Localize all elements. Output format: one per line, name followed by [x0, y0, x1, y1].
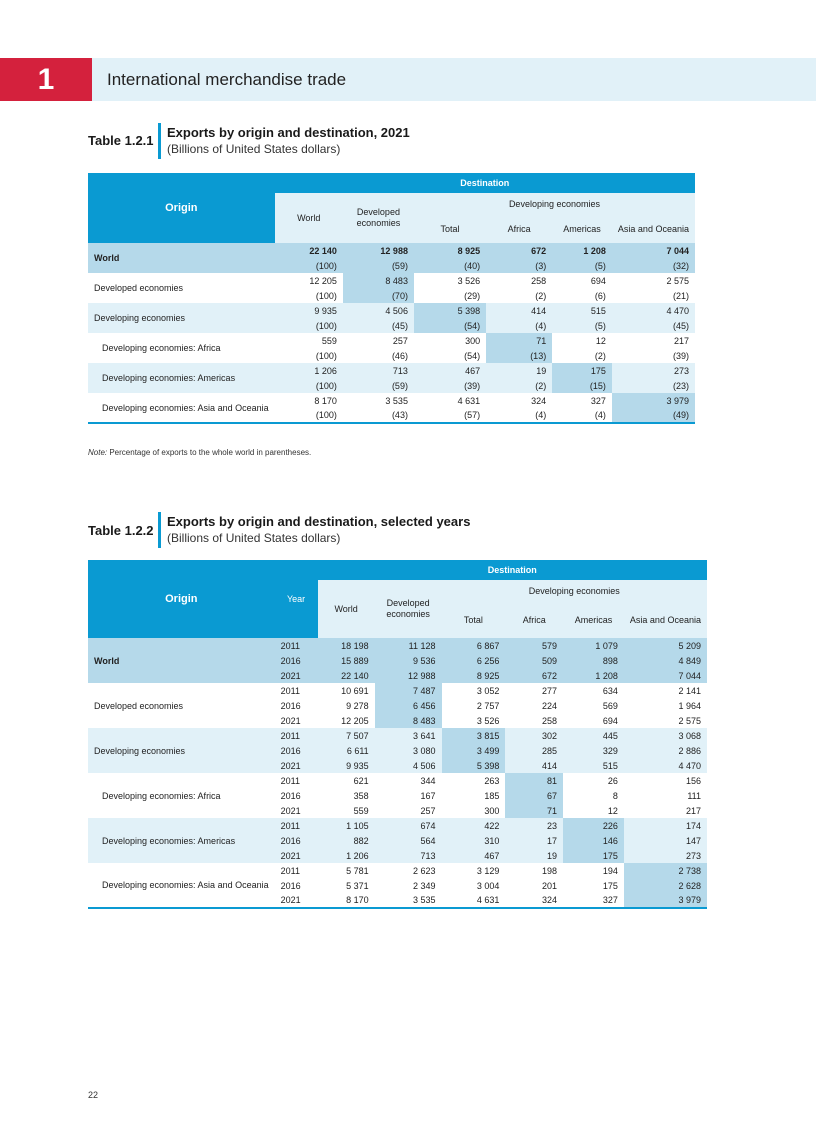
table-2-destination-header: Destination: [318, 560, 707, 580]
table-1-cell-percent: (2): [486, 378, 552, 393]
table-2-cell-value: 273: [624, 848, 707, 863]
table-2-cell-value: 1 208: [563, 668, 624, 683]
table-1-subtitle: (Billions of United States dollars): [167, 142, 341, 156]
table-2-cell-value: 414: [505, 758, 563, 773]
table-1-cell-value: 3 979: [612, 393, 695, 408]
table-2-cell-value: 2 886: [624, 743, 707, 758]
table-1-cell-value: 672: [486, 243, 552, 258]
table-2-cell-value: 344: [420, 775, 436, 786]
table-1-cell-percent: (59): [343, 378, 414, 393]
table-1-cell-value: 467: [414, 363, 486, 378]
table-1-note: Note: Percentage of exports to the whole world in parentheses.: [88, 448, 312, 457]
table-1-asia-header: Asia and Oceania: [612, 215, 695, 243]
table-2-cell-value: 445: [563, 728, 624, 743]
table-2-cell-value: 3 080: [375, 743, 442, 758]
table-1-cell-value: 4 470: [612, 303, 695, 318]
table-2-cell-value: 167: [420, 790, 436, 801]
table-2-cell-value: 201: [542, 880, 558, 891]
table-1-destination-header: Destination: [275, 173, 695, 193]
table-1-total-header: Total: [414, 215, 486, 243]
table-1-row-label: Developing economies: Africa: [102, 343, 221, 353]
table-2-cell-value: 81: [505, 773, 563, 788]
table-1-cell-value: 175: [552, 363, 612, 378]
table-2-year-header: Year: [275, 560, 318, 638]
table-2-cell-value: 111: [687, 790, 701, 801]
table-2-cell-value: 634: [602, 685, 618, 696]
table-2-year-cell: 2011: [275, 818, 318, 833]
table-2-cell-value: 198: [542, 865, 558, 876]
table-1-cell-percent: (23): [612, 378, 695, 393]
table-2-cell-value: 6 256: [442, 653, 506, 668]
table-1-cell-value: 4 506: [343, 303, 414, 318]
table-1-cell-percent: (3): [486, 258, 552, 273]
table-2-developed-header: Developed economies: [375, 580, 442, 638]
table-2-cell-value: 564: [375, 833, 442, 848]
table-1-cell-percent: (32): [612, 258, 695, 273]
table-2-cell-value: 285: [505, 743, 563, 758]
table-2-cell-value: 9 278: [346, 700, 369, 711]
table-1-cell-value: 5 398: [414, 303, 486, 318]
table-1-cell-percent: (54): [414, 318, 486, 333]
table-2-cell-value: 1 964: [678, 700, 701, 711]
table-2-americas-header: Americas: [563, 602, 624, 638]
table-2-cell-value: 3 526: [476, 715, 500, 726]
table-1-cell-percent: (29): [464, 290, 481, 301]
table-2-cell-value: 621: [353, 775, 369, 786]
table-2-cell-value: 22 140: [318, 668, 375, 683]
table-1-cell-percent: (13): [486, 348, 552, 363]
table-1-row-label: Developing economies: [88, 303, 275, 333]
table-2-cell-value: 1 105: [318, 818, 375, 833]
table-2-row-label: Developing economies: Asia and Oceania: [88, 863, 275, 908]
table-1-cell-value: 2 575: [666, 275, 689, 286]
table-2-cell-value: 8 483: [375, 713, 442, 728]
table-1-cell-percent: (100): [275, 258, 343, 273]
table-2-cell-value: 713: [375, 848, 442, 863]
table-2-cell-value: 6 456: [375, 698, 442, 713]
table-2-cell-value: 3 068: [624, 728, 707, 743]
table-2-cell-value: 71: [505, 803, 563, 818]
table-2-cell-value: 2 623: [412, 865, 436, 876]
table-2-cell-value: 3 815: [442, 728, 506, 743]
table-2-cell-value: 422: [442, 818, 506, 833]
table-1-cell-value: 713: [343, 363, 414, 378]
table-1-cell-percent: (100): [275, 408, 343, 423]
table-2-cell-value: 12: [607, 805, 618, 816]
table-1-cell-value: 4 631: [457, 395, 481, 406]
table-1-cell-value: 12 988: [343, 243, 414, 258]
table-2-cell-value: 277: [542, 685, 558, 696]
table-1: [88, 173, 695, 424]
table-2-year-cell: 2011: [280, 865, 300, 876]
table-2-cell-value: 300: [484, 805, 500, 816]
table-2-cell-value: 4 506: [375, 758, 442, 773]
table-1-cell-percent: (100): [275, 378, 343, 393]
table-2-cell-value: 146: [563, 833, 624, 848]
table-2-cell-value: 1 079: [563, 638, 624, 653]
table-1-cell-percent: (40): [414, 258, 486, 273]
table-2-row-label: Developing economies: [88, 728, 275, 773]
table-2-year-cell: 2021: [275, 758, 318, 773]
table-2-cell-value: 2 141: [678, 685, 701, 696]
table-1-cell-value: 694: [590, 275, 606, 286]
table-2-cell-value: 3 979: [624, 893, 707, 908]
table-1-cell-percent: (54): [464, 350, 481, 361]
table-1-cell-percent: (57): [414, 408, 486, 423]
table-2-cell-value: 569: [602, 700, 618, 711]
table-2-cell-value: 224: [542, 700, 558, 711]
table-2-year-cell: 2021: [280, 715, 301, 726]
table-2-subtitle: (Billions of United States dollars): [167, 531, 341, 545]
table-1-cell-percent: (45): [612, 318, 695, 333]
table-2-cell-value: 11 128: [375, 638, 442, 653]
table-1-cell-value: 257: [392, 335, 408, 346]
table-1-cell-value: 9 935: [275, 303, 343, 318]
table-1-cell-value: 324: [531, 395, 547, 406]
table-1-cell-percent: (4): [552, 408, 612, 423]
table-2-cell-value: 515: [563, 758, 624, 773]
table-2-cell-value: 579: [505, 638, 563, 653]
table-1-cell-percent: (45): [343, 318, 414, 333]
table-2-asia-header: Asia and Oceania: [624, 602, 707, 638]
table-1-cell-value: 12 205: [309, 275, 337, 286]
table-2-cell-value: 3 641: [375, 728, 442, 743]
table-1-cell-value: 258: [531, 275, 547, 286]
table-2-cell-value: 217: [685, 805, 701, 816]
table-2-cell-value: 263: [484, 775, 500, 786]
table-2-cell-value: 2 757: [476, 700, 500, 711]
table-2-cell-value: 194: [602, 865, 618, 876]
table-1-cell-percent: (100): [315, 290, 337, 301]
table-2-year-cell: 2011: [280, 775, 300, 786]
table-1-cell-value: 3 526: [457, 275, 481, 286]
table-1-cell-percent: (100): [275, 318, 343, 333]
table-2-year-cell: 2016: [275, 743, 318, 758]
table-2-year-cell: 2016: [280, 790, 301, 801]
table-2-cell-value: 467: [442, 848, 506, 863]
table-2-cell-value: 4 631: [442, 893, 506, 908]
table-1-cell-percent: (39): [672, 350, 689, 361]
table-1-developed-header: Developed economies: [343, 193, 414, 243]
table-1-row-label: Developing economies: Asia and Oceania: [88, 393, 275, 423]
table-2-cell-value: 67: [505, 788, 563, 803]
table-2-cell-value: 2 349: [412, 880, 436, 891]
table-2-year-cell: 2021: [275, 668, 318, 683]
table-2-cell-value: 694: [602, 715, 618, 726]
table-1-cell-value: 1 208: [552, 243, 612, 258]
table-1-cell-value: 300: [465, 335, 481, 346]
table-2-cell-value: 226: [563, 818, 624, 833]
table-1-cell-percent: (2): [535, 290, 547, 301]
table-2-cell-value: 358: [353, 790, 369, 801]
table-1-cell-percent: (6): [594, 290, 606, 301]
table-1-cell-percent: (5): [552, 318, 612, 333]
table-1-cell-percent: (2): [594, 350, 606, 361]
table-1-row-label: Developed economies: [94, 283, 184, 293]
table-2-cell-value: 1 206: [318, 848, 375, 863]
table-2-cell-value: 898: [563, 653, 624, 668]
table-1-cell-value: 3 535: [385, 395, 408, 406]
table-2-world-header: World: [318, 580, 375, 638]
table-2-year-cell: 2016: [275, 653, 318, 668]
table-1-cell-value: 515: [552, 303, 612, 318]
table-2-cell-value: 2 738: [624, 863, 707, 878]
table-1-row-label: World: [88, 243, 275, 273]
table-2: [88, 560, 707, 909]
table-1-cell-value: 1 206: [275, 363, 343, 378]
table-2-cell-value: 2 575: [678, 715, 701, 726]
table-1-cell-value: 414: [486, 303, 552, 318]
table-2-cell-value: 17: [505, 833, 563, 848]
table-1-cell-value: 559: [321, 335, 337, 346]
table-2-cell-value: 7 487: [375, 683, 442, 698]
table-1-label: Table 1.2.1: [88, 133, 154, 148]
chapter-title: International merchandise trade: [107, 70, 347, 89]
table-2-cell-value: 3 129: [476, 865, 500, 876]
table-1-cell-value: 217: [673, 335, 689, 346]
table-2-cell-value: 12 988: [375, 668, 442, 683]
table-1-cell-percent: (39): [414, 378, 486, 393]
table-1-cell-percent: (15): [552, 378, 612, 393]
table-1-cell-percent: (21): [672, 290, 689, 301]
table-2-cell-value: 258: [542, 715, 558, 726]
table-2-cell-value: 8 925: [442, 668, 506, 683]
table-2-cell-value: 18 198: [318, 638, 375, 653]
table-2-cell-value: 5 209: [624, 638, 707, 653]
table-1-cell-value: 8 483: [343, 273, 414, 288]
table-2-year-cell: 2021: [280, 805, 301, 816]
table-2-label: Table 1.2.2: [88, 523, 154, 538]
table-1-americas-header: Americas: [552, 215, 612, 243]
table-2-cell-value: 7 507: [318, 728, 375, 743]
table-1-cell-value: 22 140: [275, 243, 343, 258]
table-2-cell-value: 559: [353, 805, 369, 816]
table-2-cell-value: 6 611: [318, 743, 375, 758]
table-2-year-cell: 2016: [280, 700, 301, 711]
table-2-year-cell: 2021: [275, 848, 318, 863]
table-2-row-label: Developing economies: Americas: [88, 818, 275, 863]
table-2-developing-header: Developing economies: [442, 580, 707, 602]
page-number: 22: [88, 1090, 99, 1100]
table-2-year-cell: 2011: [275, 728, 318, 743]
table-1-developing-header: Developing economies: [414, 193, 695, 215]
table-2-year-cell: 2016: [275, 833, 318, 848]
table-2-cell-value: 882: [318, 833, 375, 848]
table-1-cell-percent: (100): [315, 350, 337, 361]
table-2-cell-value: 3 004: [476, 880, 500, 891]
table-2-cell-value: 674: [375, 818, 442, 833]
table-2-cell-value: 15 889: [318, 653, 375, 668]
table-2-cell-value: 23: [505, 818, 563, 833]
table-2-row-label: Developing economies: Africa: [102, 790, 221, 801]
table-2-cell-value: 8: [612, 790, 618, 801]
table-2-cell-value: 2 628: [624, 878, 707, 893]
table-1-origin-header: Origin: [88, 173, 275, 243]
table-2-cell-value: 8 170: [318, 893, 375, 908]
table-2-cell-value: 4 849: [624, 653, 707, 668]
table-2-cell-value: 257: [420, 805, 436, 816]
table-2-cell-value: 5 781: [346, 865, 369, 876]
table-2-row-label: World: [88, 638, 275, 683]
table-1-title-bar: [158, 123, 161, 159]
table-2-cell-value: 174: [624, 818, 707, 833]
table-1-cell-percent: (49): [612, 408, 695, 423]
table-2-cell-value: 672: [505, 668, 563, 683]
table-1-cell-percent: (59): [343, 258, 414, 273]
table-1-cell-value: 327: [590, 395, 606, 406]
table-1-cell-value: 8 925: [414, 243, 486, 258]
table-1-cell-percent: (4): [486, 318, 552, 333]
table-2-cell-value: 175: [563, 848, 624, 863]
table-2-cell-value: 147: [624, 833, 707, 848]
table-2-cell-value: 5 398: [442, 758, 506, 773]
table-2-title: Exports by origin and destination, selected years: [167, 514, 471, 529]
table-1-title: Exports by origin and destination, 2021: [167, 125, 410, 140]
table-2-year-cell: 2016: [280, 880, 301, 891]
table-2-year-cell: 2011: [275, 638, 318, 653]
table-2-cell-value: 3 052: [476, 685, 500, 696]
table-2-cell-value: 329: [563, 743, 624, 758]
table-2-cell-value: 10 691: [341, 685, 369, 696]
table-2-cell-value: 327: [563, 893, 624, 908]
table-2-year-cell: 2011: [280, 685, 300, 696]
table-2-cell-value: 3 499: [442, 743, 506, 758]
table-2-cell-value: 26: [607, 775, 618, 786]
table-1-cell-percent: (5): [552, 258, 612, 273]
table-2-cell-value: 509: [505, 653, 563, 668]
table-1-world-header: World: [275, 193, 343, 243]
table-2-title-bar: [158, 512, 161, 548]
table-2-year-cell: 2021: [275, 893, 318, 908]
table-2-origin-header: Origin: [88, 560, 275, 638]
table-1-cell-value: 71: [486, 333, 552, 348]
table-1-cell-percent: (43): [343, 408, 414, 423]
table-2-cell-value: 9 536: [375, 653, 442, 668]
table-2-total-header: Total: [442, 602, 506, 638]
table-1-cell-percent: (4): [486, 408, 552, 423]
table-1-row-label: Developing economies: Americas: [88, 363, 275, 393]
table-1-cell-value: 12: [595, 335, 606, 346]
table-2-cell-value: 12 205: [341, 715, 369, 726]
table-1-cell-percent: (70): [343, 288, 414, 303]
table-1-cell-value: 8 170: [314, 395, 337, 406]
table-2-cell-value: 185: [484, 790, 500, 801]
table-1-cell-percent: (46): [391, 350, 408, 361]
table-1-africa-header: Africa: [486, 215, 552, 243]
table-2-row-label: Developed economies: [94, 700, 184, 711]
table-2-cell-value: 156: [685, 775, 701, 786]
table-2-cell-value: 310: [442, 833, 506, 848]
table-2-cell-value: 4 470: [624, 758, 707, 773]
table-2-africa-header: Africa: [505, 602, 563, 638]
table-2-cell-value: 302: [505, 728, 563, 743]
table-1-cell-value: 19: [486, 363, 552, 378]
table-2-cell-value: 175: [602, 880, 618, 891]
table-2-cell-value: 19: [505, 848, 563, 863]
table-2-cell-value: 9 935: [318, 758, 375, 773]
table-1-cell-value: 7 044: [612, 243, 695, 258]
table-2-cell-value: 6 867: [442, 638, 506, 653]
table-2-cell-value: 324: [505, 893, 563, 908]
table-1-cell-value: 273: [612, 363, 695, 378]
table-2-cell-value: 7 044: [624, 668, 707, 683]
table-2-cell-value: 5 371: [346, 880, 369, 891]
chapter-number: 1: [0, 58, 92, 101]
table-2-cell-value: 3 535: [375, 893, 442, 908]
